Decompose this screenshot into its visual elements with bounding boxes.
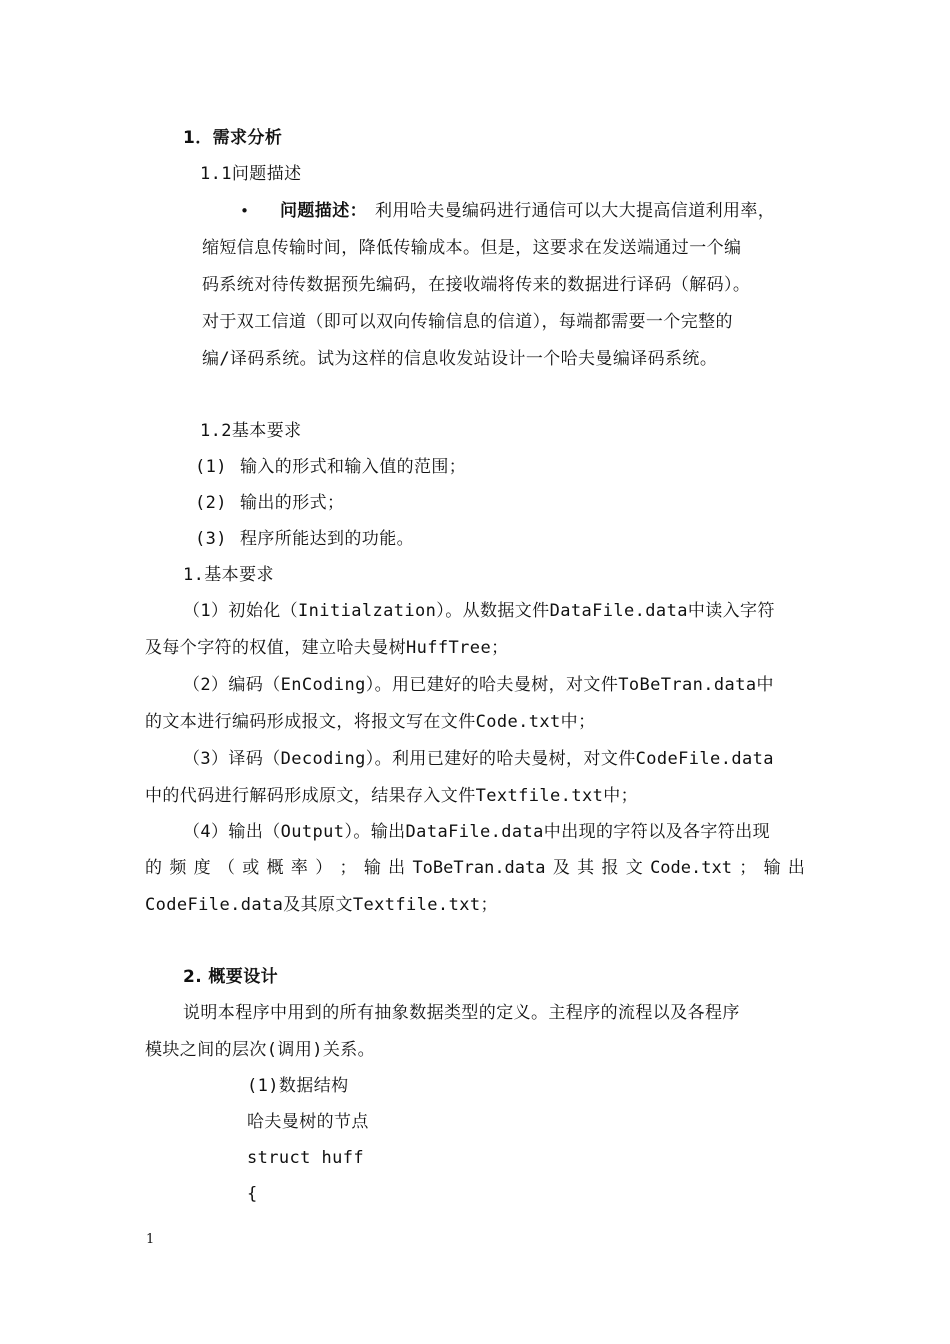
- code-line: {: [247, 1184, 258, 1204]
- req-number: (1): [195, 457, 227, 477]
- word: 文: [625, 858, 643, 878]
- problem-label: 问题描述：: [280, 201, 367, 221]
- basic-req-line: （4）输出（Output）。输出DataFile.data中出现的字符以及各字符出现: [183, 822, 770, 842]
- word: 输: [763, 858, 781, 878]
- word: ToBeTran.data: [412, 858, 546, 878]
- word: 频: [169, 858, 187, 878]
- word: 报: [601, 858, 619, 878]
- basic-req-line: 及每个字符的权值，建立哈夫曼树HuffTree；: [145, 638, 509, 658]
- bullet-icon: •: [240, 202, 250, 220]
- basic-req-line: 的文本进行编码形成报文，将报文写在文件Code.txt中；: [145, 712, 596, 732]
- basic-req-title: 1.基本要求: [183, 565, 274, 585]
- problem-line: 对于双工信道（即可以双向传输信息的信道），每端都需要一个完整的: [202, 312, 733, 332]
- section-2-desc-line: 模块之间的层次(调用)关系。: [145, 1040, 376, 1060]
- word: 其: [577, 858, 595, 878]
- word: 出: [787, 858, 805, 878]
- word: 或: [242, 858, 260, 878]
- req-text: 输出的形式；: [240, 493, 345, 513]
- basic-req-line: （2）编码（EnCoding）。用已建好的哈夫曼树，对文件ToBeTran.data中: [183, 675, 774, 695]
- word: 及: [552, 858, 570, 878]
- problem-line: 编/译码系统。试为这样的信息收发站设计一个哈夫曼编译码系统。: [202, 349, 718, 369]
- problem-line: 缩短信息传输时间，降低传输成本。但是，这要求在发送端通过一个编: [202, 238, 742, 258]
- word: ；: [739, 858, 757, 878]
- req-text: 程序所能达到的功能。: [240, 529, 414, 549]
- section-1-title: 1．需求分析: [183, 128, 283, 148]
- word: 度: [193, 858, 211, 878]
- word: 概: [266, 858, 284, 878]
- word: 率: [290, 858, 308, 878]
- word: （: [217, 858, 235, 878]
- node-title: 哈夫曼树的节点: [247, 1112, 369, 1132]
- justified-output-line: [145, 857, 805, 879]
- code-line: struct huff: [247, 1148, 364, 1168]
- problem-line: 利用哈夫曼编码进行通信可以大大提高信道利用率，: [375, 201, 776, 221]
- basic-req-line: （1）初始化（Initialzation）。从数据文件DataFile.data中读入字符: [183, 601, 775, 621]
- word: 出: [388, 858, 406, 878]
- basic-req-line: （3）译码（Decoding）。利用已建好的哈夫曼树，对文件CodeFile.data: [183, 749, 774, 769]
- req-number: (3): [195, 529, 227, 549]
- word: ；: [339, 858, 357, 878]
- basic-req-line: 中的代码进行解码形成原文，结果存入文件Textfile.txt中；: [145, 786, 639, 806]
- data-structure-title: (1)数据结构: [247, 1076, 349, 1096]
- word: ）: [315, 858, 333, 878]
- word: Code.txt: [650, 858, 732, 878]
- problem-line: 码系统对待传数据预先编码，在接收端将传来的数据进行译码（解码）。: [202, 275, 751, 295]
- subsection-1-2-title: 1.2基本要求: [200, 421, 302, 441]
- page-number: 1: [146, 1232, 155, 1247]
- word: 输: [363, 858, 381, 878]
- subsection-1-1-title: 1.1问题描述: [200, 164, 302, 184]
- word: 的: [145, 858, 162, 878]
- req-text: 输入的形式和输入值的范围；: [240, 457, 467, 477]
- section-2-desc-line: 说明本程序中用到的所有抽象数据类型的定义。主程序的流程以及各程序: [183, 1003, 740, 1023]
- basic-req-last-line: CodeFile.data及其原文Textfile.txt；: [145, 895, 498, 915]
- req-number: (2): [195, 493, 227, 513]
- section-2-title: 2. 概要设计: [183, 967, 279, 987]
